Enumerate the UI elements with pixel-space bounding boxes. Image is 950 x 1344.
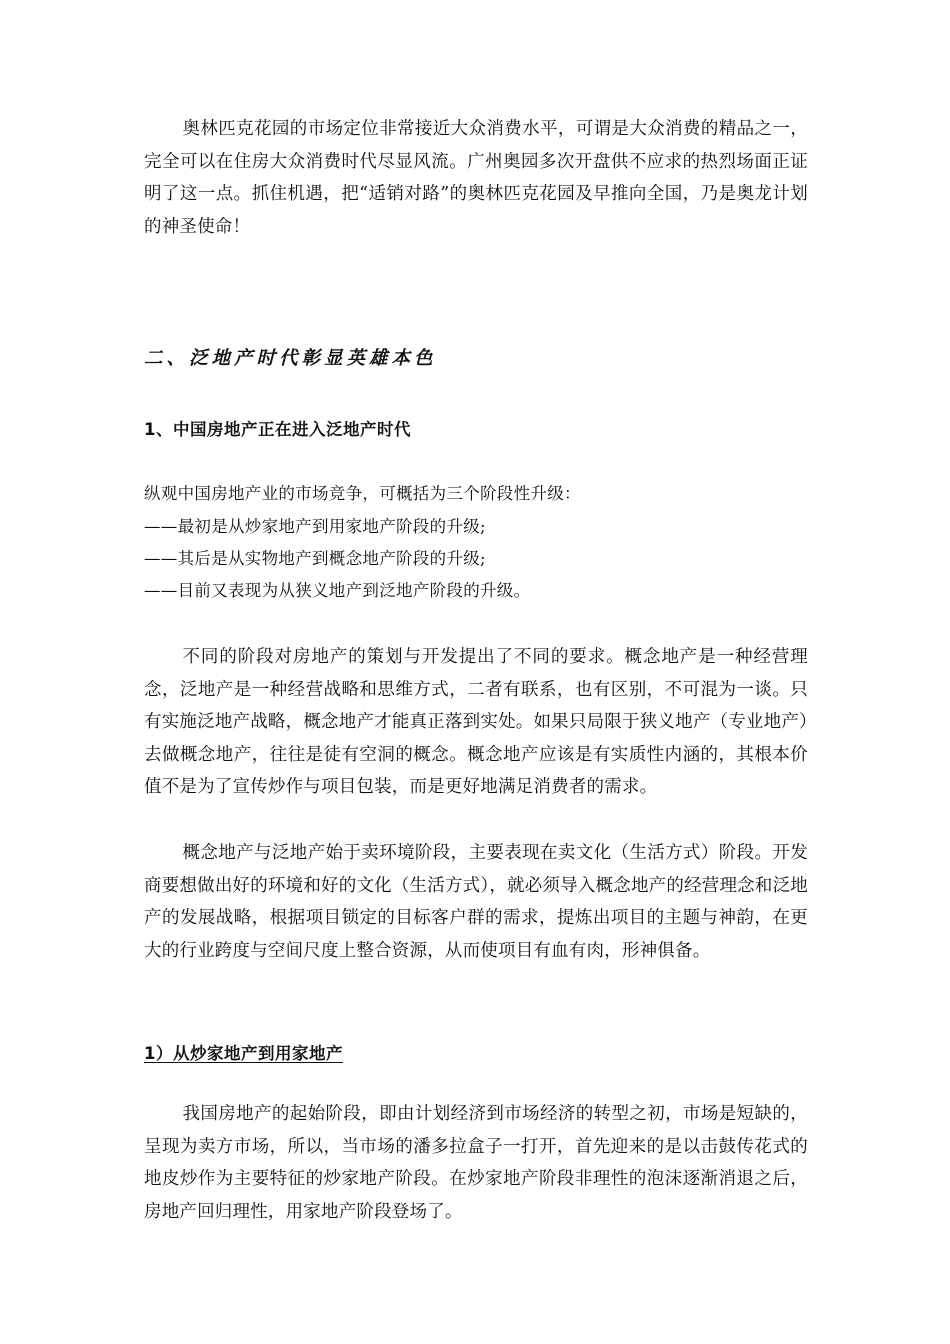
subsection-heading: 1、中国房地产正在进入泛地产时代 xyxy=(144,420,411,439)
body-paragraph-stages: 不同的阶段对房地产的策划与开发提出了不同的要求。概念地产是一种经营理念，泛地产是一种经营战略和思维方式，二者有联系，也有区别，不可混为一谈。只有实施泛地产战略，概念地产才能真正落到实处。如果只局限于狭义地产（专业地产）去做概念地产，往往是徒有空洞的概念。概念地产应该是有实质性内涵的，其根本价值不是为了宣传炒作与项目包装，而是更好地满足消费者的需求。 xyxy=(144,647,808,798)
intro-paragraph: 奥林匹克花园的市场定位非常接近大众消费水平，可谓是大众消费的精品之一，完全可以在住房大众消费时代尽显风流。广州奥园多次开盘供不应求的热烈场面正证明了这一点。抓住机遇，把“适销对路”的奥林匹克花园及早推向全国，乃是奥龙计划的神圣使命！ xyxy=(144,119,808,237)
stage-item-1: ——最初是从炒家地产到用家地产阶段的升级; xyxy=(144,517,486,536)
stage-item-3: ——目前又表现为从狭义地产到泛地产阶段的升级。 xyxy=(144,581,531,600)
body-paragraph-concept: 概念地产与泛地产始于卖环境阶段，主要表现在卖文化（生活方式）阶段。开发商要想做出好的环境和好的文化（生活方式），就必须导入概念地产的经营理念和泛地产的发展战略，根据项目锁定的目标客户群的需求，提炼出项目的主题与神韵，在更大的行业跨度与空间尺度上整合资源，从而使项目有血有肉，形神俱备。 xyxy=(144,843,808,961)
stages-intro-line: 纵观中国房地产业的市场竞争，可概括为三个阶段性升级： xyxy=(144,484,581,503)
section-heading: 二、泛地产时代彰显英雄本色 xyxy=(144,348,437,369)
subheading-speculator-to-user: 1）从炒家地产到用家地产 xyxy=(144,1044,343,1063)
stage-item-2: ——其后是从实物地产到概念地产阶段的升级; xyxy=(144,549,486,568)
body-paragraph-origin: 我国房地产的起始阶段，即由计划经济到市场经济的转型之初，市场是短缺的，呈现为卖方市场，所以，当市场的潘多拉盒子一打开，首先迎来的是以击鼓传花式的地皮炒作为主要特征的炒家地产阶段。在炒家地产阶段非理性的泡沫逐渐消退之后，房地产回归理性，用家地产阶段登场了。 xyxy=(144,1104,808,1222)
